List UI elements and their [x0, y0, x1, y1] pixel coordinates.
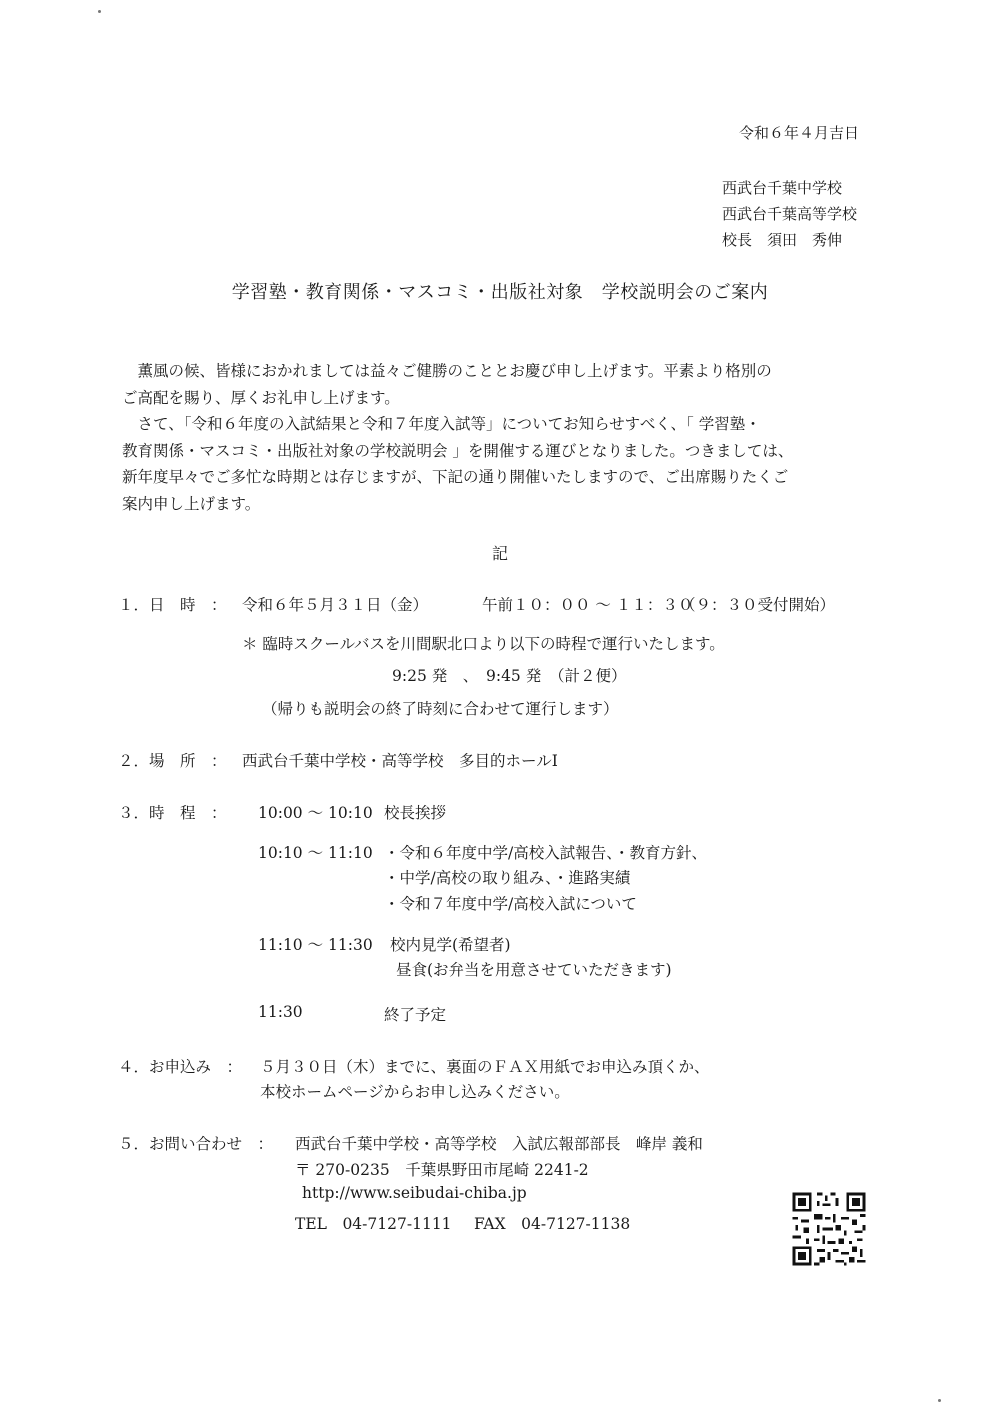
- item4-line1: ５月３０日（木）までに、裏面のＦＡＸ用紙でお申込み頂くか、: [260, 1058, 710, 1076]
- schedule-item: ・令和７年度中学/高校入試について: [384, 895, 637, 913]
- item1-time: 午前１０：００ ～ １１：３０: [482, 596, 694, 614]
- item5-tel: TEL 04-7127-1111: [295, 1215, 452, 1233]
- schedule-item: 終了予定: [384, 1006, 447, 1024]
- schedule-item: 昼食(お弁当を用意させていただきます): [396, 961, 672, 979]
- item2-venue: 西武台千葉中学校・高等学校 多目的ホールⅠ: [242, 752, 558, 770]
- item4-line2: 本校ホームページからお申し込みください。: [260, 1083, 570, 1101]
- schedule-time: 11:10 ～ 11:30: [258, 936, 373, 954]
- greeting-line: 新年度早々でご多忙な時期とは存じますが、下記の通り開催いたしますので、ご出席賜りたくご: [122, 468, 789, 486]
- item1-date: 令和６年５月３１日（金）: [242, 596, 429, 614]
- document-title: 学習塾・教育関係・マスコミ・出版社対象 学校説明会のご案内: [231, 282, 769, 303]
- item5-contact: 西武台千葉中学校・高等学校 入試広報部部長 峰岸 義和: [295, 1135, 703, 1153]
- item5-label: ５．お問い合わせ ：: [118, 1135, 274, 1153]
- schedule-time: 10:00 ～ 10:10: [258, 804, 373, 822]
- item2-label: ２．場 所 ：: [118, 752, 227, 770]
- item1-bus-note: ＊ 臨時スクールバスを川間駅北口より以下の時程で運行いたします。: [242, 635, 725, 653]
- scan-speck: [98, 10, 101, 13]
- item1-label: １．日 時 ：: [118, 596, 227, 614]
- sender-block: [722, 175, 857, 253]
- greeting-line: ご高配を賜り、厚くお礼申し上げます。: [122, 388, 400, 407]
- sender-principal: 校長 須田 秀伸: [722, 231, 843, 249]
- schedule-time: 10:10 ～ 11:10: [258, 844, 373, 862]
- sender-school-senior: 西武台千葉高等学校: [722, 205, 858, 223]
- scan-speck: [938, 1399, 941, 1402]
- document-date: 令和６年４月吉日: [739, 124, 860, 142]
- schedule-item: 校内見学(希望者): [390, 936, 511, 954]
- greeting-line: 薫風の候、皆様におかれましては益々ご健勝のこととお慶び申し上げます。平素より格別の: [122, 362, 772, 380]
- item4-label: ４．お申込み ：: [118, 1058, 243, 1076]
- item1-reception: （９：３０受付開始）: [680, 596, 836, 614]
- qr-code-icon[interactable]: [790, 1190, 868, 1268]
- sender-school-junior: 西武台千葉中学校: [722, 179, 843, 197]
- schedule-item: ・中学/高校の取り組み、・進路実績: [384, 869, 631, 887]
- item5-url[interactable]: http://www.seibudai-chiba.jp: [302, 1184, 527, 1202]
- item3-label: ３．時 程 ：: [118, 804, 227, 822]
- greeting-line: 教育関係・マスコミ・出版社対象の学校説明会 」を開催する運びとなりました。つきましては、: [122, 441, 794, 460]
- item5-address: 〒 270-0235 千葉県野田市尾崎 2241-2: [295, 1161, 589, 1179]
- ki-heading: 記: [491, 544, 508, 563]
- schedule-item: 校長挨拶: [384, 804, 447, 822]
- greeting-text: [122, 358, 892, 517]
- greeting-line: 案内申し上げます。: [122, 494, 261, 513]
- item1-bus-times: 9:25 発 、 9:45 発 （計２便）: [392, 667, 627, 685]
- greeting-line: さて、「令和６年度の入試結果と令和７年度入試等」についてお知らせすべく、「 学習塾・: [122, 415, 761, 433]
- schedule-time: 11:30: [258, 1003, 303, 1021]
- item5-fax: FAX 04-7127-1138: [474, 1215, 631, 1233]
- schedule-item: ・令和６年度中学/高校入試報告、・教育方針、: [384, 844, 707, 862]
- item1-return-note: （帰りも説明会の終了時刻に合わせて運行します）: [262, 700, 619, 718]
